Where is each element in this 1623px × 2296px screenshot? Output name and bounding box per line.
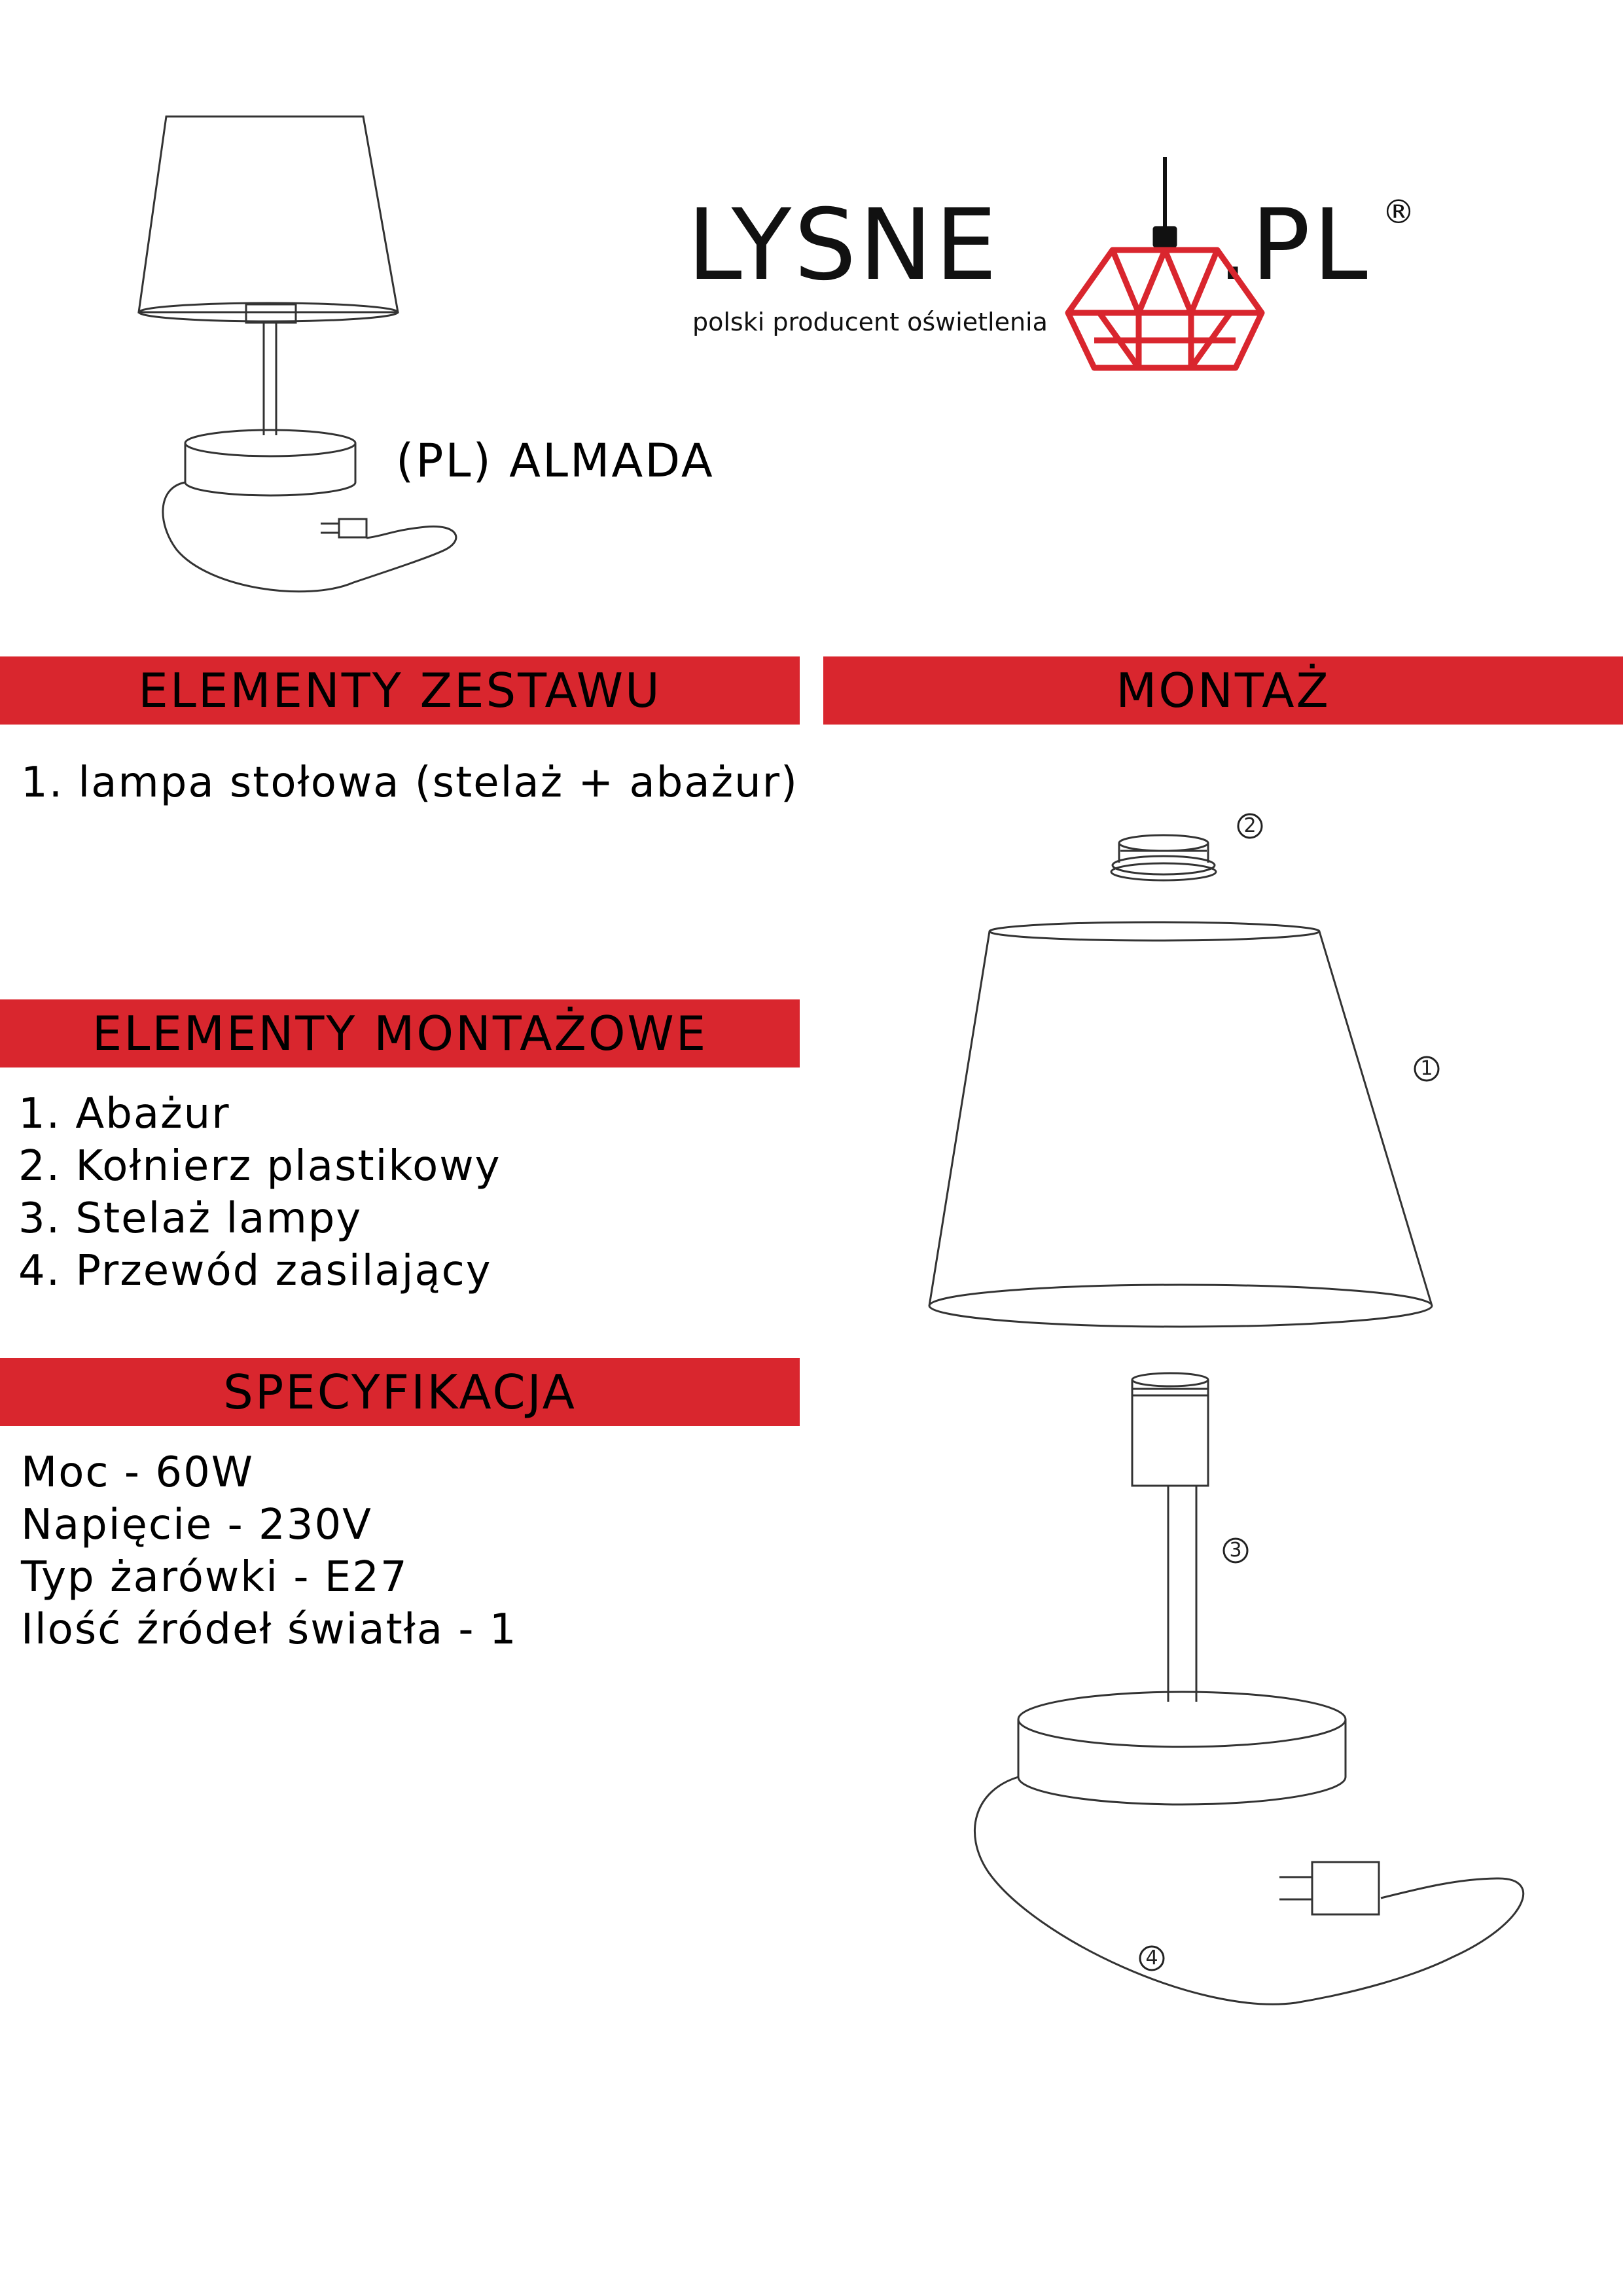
- assembly-part-item: 3. Stelaż lampy: [18, 1194, 363, 1243]
- kit-item: 1. lampa stołowa (stelaż + abażur): [21, 759, 798, 807]
- power-plug-icon: [1312, 1862, 1379, 1914]
- logo-name-right: .PL: [1217, 188, 1370, 302]
- assembly-part-item: 2. Kołnierz plastikowy: [18, 1142, 501, 1191]
- product-title: (PL) ALMADA: [396, 434, 715, 488]
- callout-frame: 3: [1229, 1539, 1242, 1562]
- spec-item: Moc - 60W: [21, 1448, 255, 1497]
- kit-heading: ELEMENTY ZESTAWU: [0, 656, 800, 725]
- logo-tagline: polski producent oświetlenia: [692, 308, 1048, 336]
- assembly-part-item: 4. Przewód zasilający: [18, 1247, 492, 1295]
- spec-item: Ilość źródeł światła - 1: [21, 1605, 518, 1654]
- callout-shade: 1: [1420, 1057, 1433, 1080]
- spec-item: Napięcie - 230V: [21, 1501, 372, 1549]
- registered-mark: ®: [1382, 193, 1415, 231]
- callout-collar: 2: [1243, 814, 1257, 837]
- callout-cable: 4: [1145, 1946, 1158, 1969]
- assembly-part-item: 1. Abażur: [18, 1090, 230, 1138]
- logo-name-left: LYSNE: [687, 188, 1000, 302]
- assembly-parts-heading: ELEMENTY MONTAŻOWE: [0, 999, 800, 1067]
- specs-heading: SPECYFIKACJA: [0, 1358, 800, 1426]
- assembly-heading: MONTAŻ: [823, 656, 1623, 725]
- spec-item: Typ żarówki - E27: [21, 1553, 408, 1602]
